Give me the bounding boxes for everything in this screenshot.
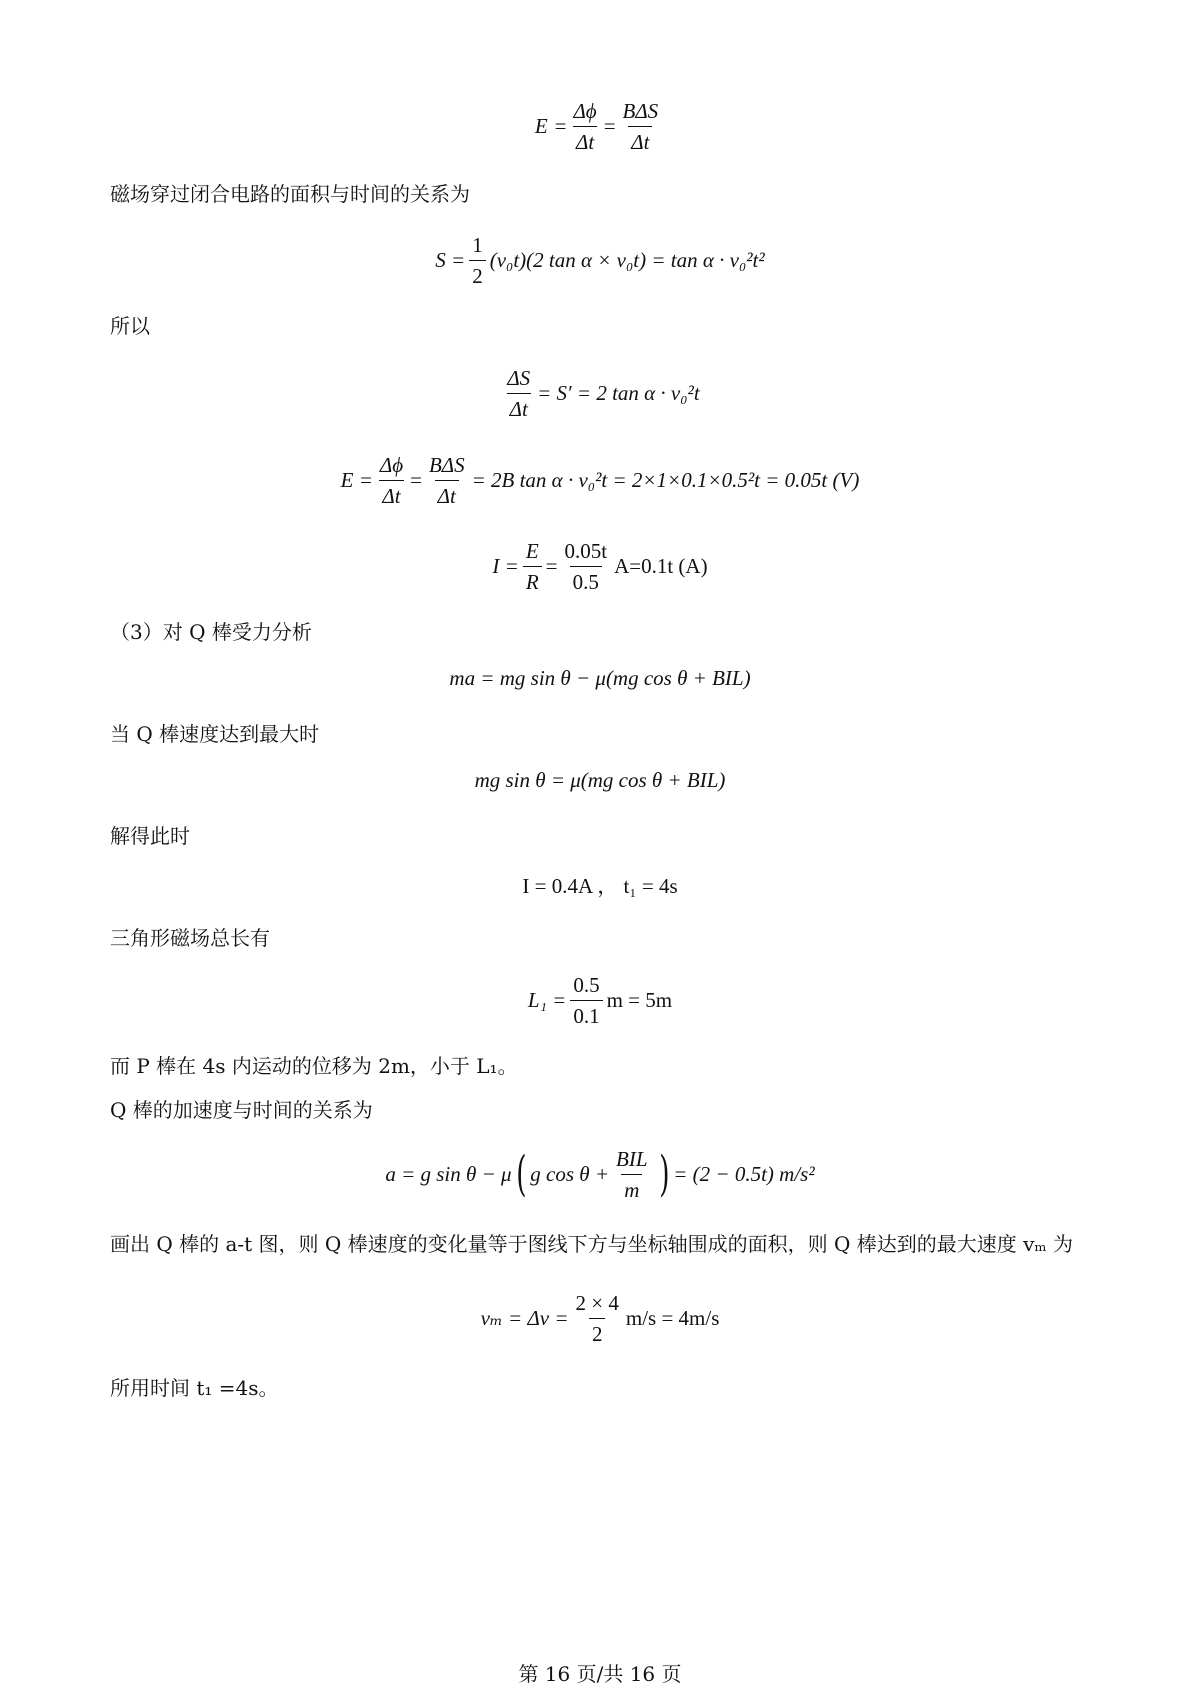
symbol-E: E — [534, 114, 548, 138]
paragraph-section-3: （3）对 Q 棒受力分析 — [110, 620, 312, 644]
fraction-dphi-dt: $\frac{\Delta\phi}{\Delta t}$ — [573, 99, 597, 154]
equation-area-time: S = $\frac{1}{2}$ (v₀t)(2 tan α × v₀t) = tan α · v₀²t² — [435, 233, 765, 288]
equation-acceleration: a = g sin θ − μ ( g cos θ + $\frac{\text{BIL}}{m}$ ) = (2 − 0.5t) m/s² — [385, 1146, 815, 1202]
equation-emf-definition: E = $\frac{\Delta\phi}{\Delta t}$ = $\frac{\text{BΔS}}{\Delta t}$ — [0, 100, 1200, 153]
page-footer: 第 16 页/共 16 页 — [518, 1662, 682, 1686]
fraction-bds-dt: $\frac{\text{BΔS}}{\Delta t}$ — [622, 99, 659, 154]
equation-force-balance: ma = mg sin θ − μ(mg cos θ + BIL) — [449, 666, 751, 690]
equation-current: I = $\frac{E}{R}$ = $\frac{0.05t}{0.5}$ A=0.1t (A) — [492, 539, 708, 594]
equation-total-length: L₁ = $\frac{0.5}{0.1}$ m = 5m — [527, 973, 673, 1028]
paragraph-acceleration-relation: Q 棒的加速度与时间的关系为 — [110, 1098, 373, 1122]
equation-max-velocity: vₘ = Δv = $\frac{2 \times 4}{2}$ m/s = 4m/s — [480, 1291, 720, 1346]
paragraph-time-used: 所用时间 t₁ =4s。 — [110, 1376, 279, 1400]
paragraph-a-t-graph: 画出 Q 棒的 a-t 图，则 Q 棒速度的变化量等于图线下方与坐标轴围成的面积，则 Q 棒达到的最大速度 vₘ 为 — [110, 1232, 1074, 1256]
paragraph-triangle-length: 三角形磁场总长有 — [110, 926, 270, 950]
paragraph-solve: 解得此时 — [110, 824, 190, 848]
fraction-one-half: $\frac{1}{2}$ — [469, 234, 486, 287]
paragraph-therefore: 所以 — [110, 314, 150, 338]
equation-solution-values: I = 0.4A ， t₁ = 4s — [522, 874, 678, 898]
paragraph-area-relation: 磁场穿过闭合电路的面积与时间的关系为 — [110, 182, 470, 206]
paragraph-max-velocity: 当 Q 棒速度达到最大时 — [110, 722, 320, 746]
paragraph-p-displacement: 而 P 棒在 4s 内运动的位移为 2m，小于 L₁。 — [110, 1054, 518, 1078]
equation-emf-value: E = $\frac{\Delta\phi}{\Delta t}$ = $\frac{\text{BΔS}}{\Delta t}$ = 2B tan α · v₀²t = 2×1×0.1×0.5²t = 0.05t (V) — [340, 453, 860, 508]
fraction-ds-dt: $\frac{\Delta S}{\Delta t}$ — [507, 366, 531, 421]
equation-equilibrium: mg sin θ = μ(mg cos θ + BIL) — [474, 768, 726, 792]
equation-area-derivative: $\frac{\Delta S}{\Delta t}$ = S′ = 2 tan α · v₀²t — [0, 366, 1200, 420]
equals-sign: = — [554, 114, 567, 138]
